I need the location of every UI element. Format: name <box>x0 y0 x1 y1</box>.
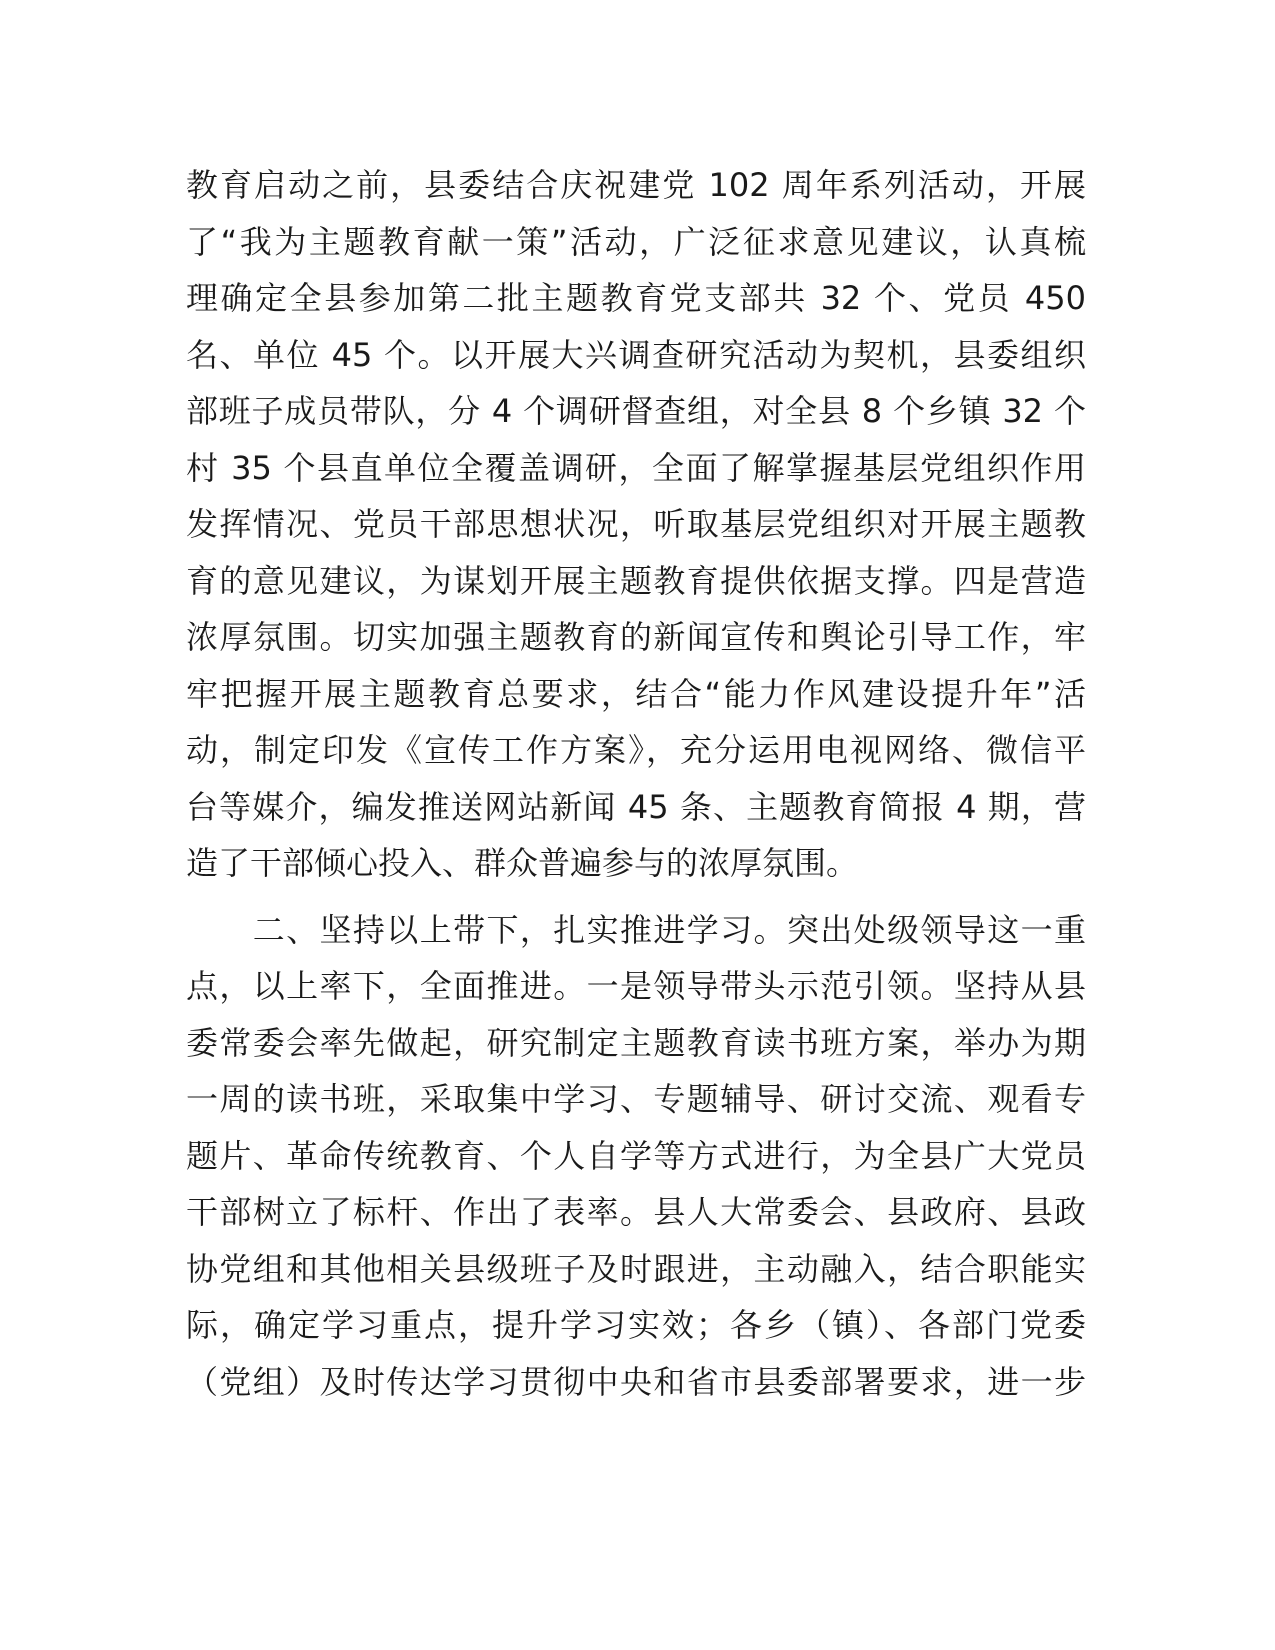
text-line: 名、单位 45 个。以开展大兴调查研究活动为契机，县委组织 <box>186 335 1086 374</box>
text-line: 教育启动之前，县委结合庆祝建党 102 周年系列活动，开展 <box>186 166 1086 204</box>
text-line: 台等媒介，编发推送网站新闻 45 条、主题教育简报 4 期，营 <box>186 787 1086 826</box>
paragraph-2 <box>186 902 1086 1411</box>
text-line: 育的意见建议，为谋划开展主题教育提供依据支撑。四是营造 <box>186 561 1086 600</box>
text-line: 干部树立了标杆、作出了表率。县人大常委会、县政府、县政 <box>186 1193 1086 1231</box>
text-line: 部班子成员带队，分 4 个调研督查组，对全县 8 个乡镇 32 个 <box>186 392 1086 430</box>
text-line: 点，以上率下，全面推进。一是领导带头示范引领。坚持从县 <box>186 967 1086 1005</box>
text-line: 际，确定学习重点，提升学习实效；各乡（镇）、各部门党委 <box>186 1306 1086 1344</box>
text-line: 造了干部倾心投入、群众普遍参与的浓厚氛围。 <box>186 844 859 882</box>
text-line: 二、坚持以上带下，扎实推进学习。突出处级领导这一重 <box>186 910 1086 949</box>
text-line: （党组）及时传达学习贯彻中央和省市县委部署要求，进一步 <box>186 1362 1086 1401</box>
text-line: 发挥情况、党员干部思想状况，听取基层党组织对开展主题教 <box>186 505 1086 543</box>
text-line: 了“我为主题教育献一策”活动，广泛征求意见建议，认真梳 <box>186 222 1086 261</box>
text-line: 动，制定印发《宣传工作方案》，充分运用电视网络、微信平 <box>186 731 1086 769</box>
text-line: 村 35 个县直单位全覆盖调研，全面了解掌握基层党组织作用 <box>186 448 1086 487</box>
paragraph-spacer <box>186 892 1086 902</box>
document-body <box>186 157 1086 1410</box>
text-line: 浓厚氛围。切实加强主题教育的新闻宣传和舆论引导工作，牢 <box>186 618 1086 656</box>
text-line: 题片、革命传统教育、个人自学等方式进行，为全县广大党员 <box>186 1136 1086 1175</box>
text-line: 牢把握开展主题教育总要求，结合“能力作风建设提升年”活 <box>186 674 1086 713</box>
text-line: 理确定全县参加第二批主题教育党支部共 32 个、党员 450 <box>186 279 1086 317</box>
text-line: 协党组和其他相关县级班子及时跟进，主动融入，结合职能实 <box>186 1249 1086 1288</box>
text-line: 委常委会率先做起，研究制定主题教育读书班方案，举办为期 <box>186 1023 1086 1062</box>
paragraph-1 <box>186 157 1086 892</box>
text-line: 一周的读书班，采取集中学习、专题辅导、研讨交流、观看专 <box>186 1080 1086 1118</box>
